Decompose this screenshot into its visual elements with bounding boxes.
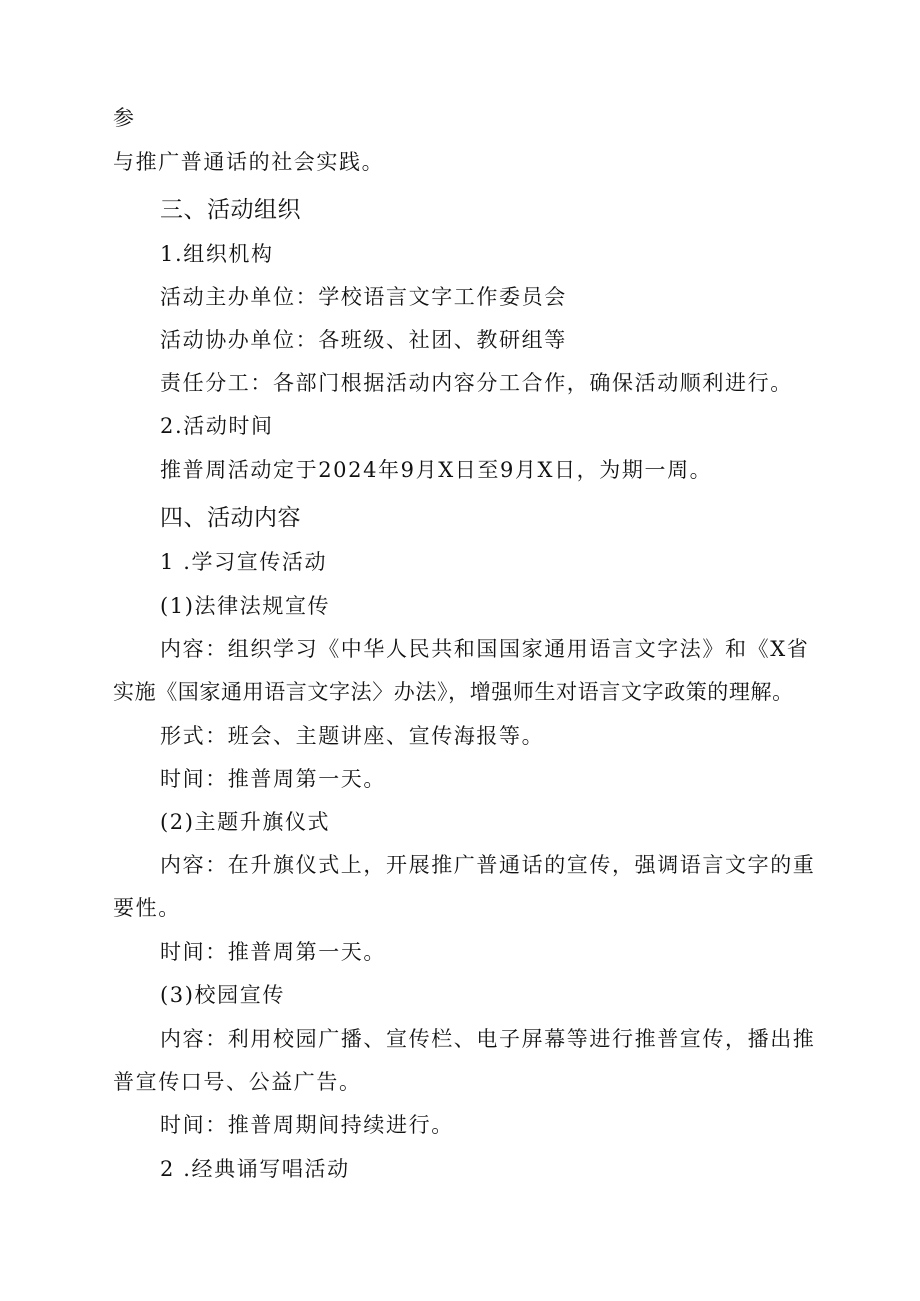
section-heading: 三、活动组织 (160, 197, 301, 223)
text-line: 实施《国家通用语言文字法〉办法》，增强师生对语言文字政策的理解。 (113, 680, 794, 704)
text-line: 内容：在升旗仪式上，开展推广普通话的宣传，强调语言文字的重 (160, 853, 816, 877)
text-line: 推普周活动定于2024年9月X日至9月X日，为期一周。 (160, 458, 713, 482)
text-line: 活动主办单位：学校语言文字工作委员会 (160, 285, 567, 309)
subsection-heading: 2 .经典诵写唱活动 (160, 1157, 350, 1181)
text-line: 时间：推普周期间持续进行。 (160, 1113, 454, 1137)
text-line: 内容：利用校园广播、宣传栏、电子屏幕等进行推普宣传，播出推 (160, 1027, 816, 1051)
text-line: 时间：推普周第一天。 (160, 767, 386, 791)
text-line: 责任分工：各部门根据活动内容分工合作，确保活动顺利进行。 (160, 371, 793, 395)
section-heading: 四、活动内容 (160, 505, 301, 531)
text-line: 与推广普通话的社会实践。 (113, 150, 385, 174)
text-line: 活动协办单位：各班级、社团、教研组等 (160, 328, 567, 352)
text-line: 形式：班会、主题讲座、宣传海报等。 (160, 724, 545, 748)
text-line: 内容：组织学习《中华人民共和国国家通用语言文字法》和《X省 (160, 637, 810, 661)
text-line: 参 (113, 106, 136, 130)
text-line: 时间：推普周第一天。 (160, 940, 386, 964)
text-line: 要性。 (113, 896, 181, 920)
item-heading: (3)校园宣传 (160, 983, 285, 1007)
subsection-heading: 2.活动时间 (160, 414, 274, 438)
item-heading: (2)主题升旗仪式 (160, 810, 331, 834)
text-line: 普宣传口号、公益广告。 (113, 1070, 362, 1094)
item-heading: (1)法律法规宣传 (160, 594, 331, 618)
subsection-heading: 1.组织机构 (160, 242, 274, 266)
subsection-heading: 1 .学习宣传活动 (160, 550, 328, 574)
